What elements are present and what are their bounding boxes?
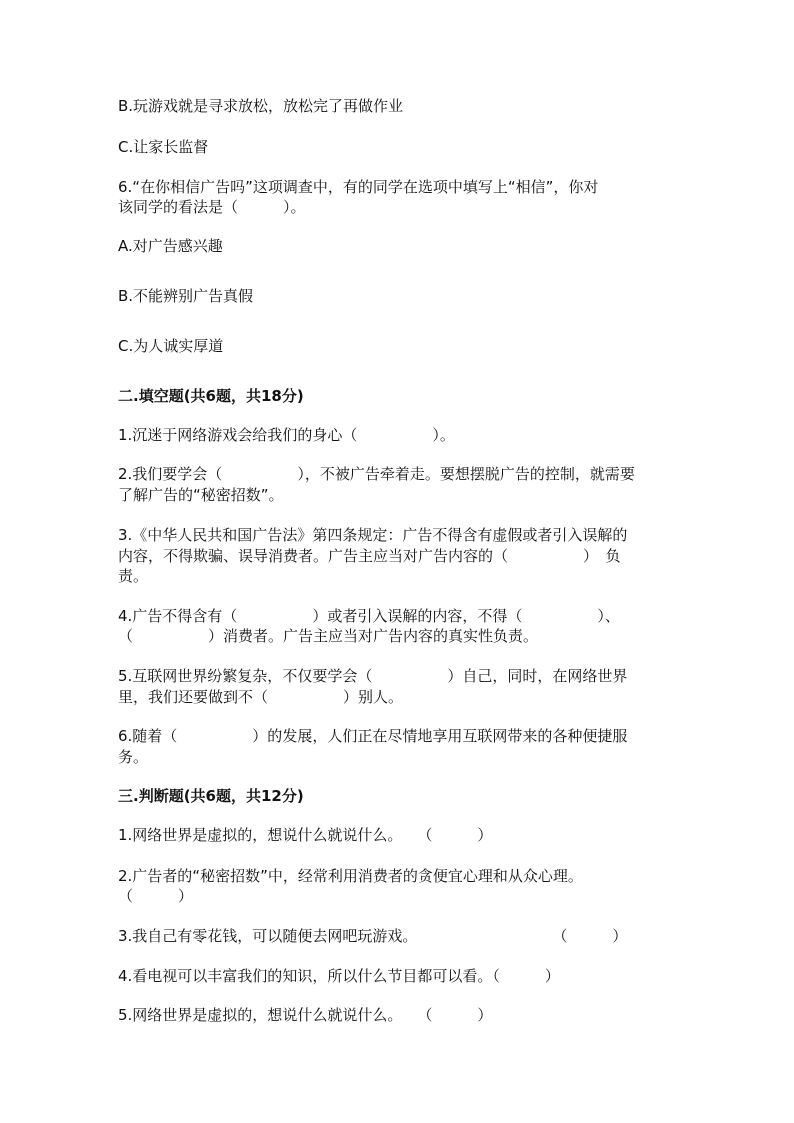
fill-q6-line1: 6.随着（ ）的发展，人们正在尽情地享用互联网带来的各种便捷服 xyxy=(118,727,628,745)
fill-q3-line1: 3.《中华人民共和国广告法》第四条规定：广告不得含有虚假或者引入误解的 xyxy=(118,526,628,544)
q5-option-b: B.玩游戏就是寻求放松，放松完了再做作业 xyxy=(118,97,404,115)
fill-q5-line2: 里，我们还要做到不（ ）别人。 xyxy=(118,688,404,706)
fill-q2-line2: 了解广告的“秘密招数”。 xyxy=(118,486,284,504)
fill-q2-line1: 2.我们要学会（ ），不被广告牵着走。要想摆脱广告的控制，就需要 xyxy=(118,465,635,483)
fill-q1: 1.沉迷于网络游戏会给我们的身心（ ）。 xyxy=(118,426,455,444)
judge-q1: 1.网络世界是虚拟的，想说什么就说什么。 （ ） xyxy=(118,826,493,844)
fill-q5-line1: 5.互联网世界纷繁复杂，不仅要学会（ ）自己，同时，在网络世界 xyxy=(118,667,628,685)
section3-heading: 三.判断题(共6题，共12分) xyxy=(118,787,304,805)
fill-q3-line3: 责。 xyxy=(118,567,149,585)
q6-option-b: B.不能辨别广告真假 xyxy=(118,287,254,305)
q6-stem-line2: 该同学的看法是（ ）。 xyxy=(118,198,306,216)
section2-heading: 二.填空题(共6题，共18分) xyxy=(118,387,304,405)
judge-q2-line1: 2.广告者的“秘密招数”中，经常利用消费者的贪便宜心理和从众心理。 xyxy=(118,867,583,885)
fill-q4-line1: 4.广告不得含有（ ）或者引入误解的内容，不得（ ）、 xyxy=(118,607,620,625)
fill-q3-line2: 内容，不得欺骗、误导消费者。广告主应当对广告内容的（ ） 负 xyxy=(118,547,621,565)
q6-option-c: C.为人诚实厚道 xyxy=(118,337,224,355)
judge-q4: 4.看电视可以丰富我们的知识，所以什么节目都可以看。（ ） xyxy=(118,967,560,985)
judge-q3: 3.我自己有零花钱，可以随便去网吧玩游戏。 （ ） xyxy=(118,927,628,945)
q5-option-c: C.让家长监督 xyxy=(118,138,209,156)
q6-stem-line1: 6.“在你相信广告吗”这项调查中，有的同学在选项中填写上“相信”，你对 xyxy=(118,178,599,196)
q6-option-a: A.对广告感兴趣 xyxy=(118,237,223,255)
fill-q4-line2: （ ）消费者。广告主应当对广告内容的真实性负责。 xyxy=(118,627,539,645)
fill-q6-line2: 务。 xyxy=(118,748,149,766)
judge-q5: 5.网络世界是虚拟的，想说什么就说什么。 （ ） xyxy=(118,1006,493,1024)
judge-q2-line2: （ ） xyxy=(118,887,194,905)
